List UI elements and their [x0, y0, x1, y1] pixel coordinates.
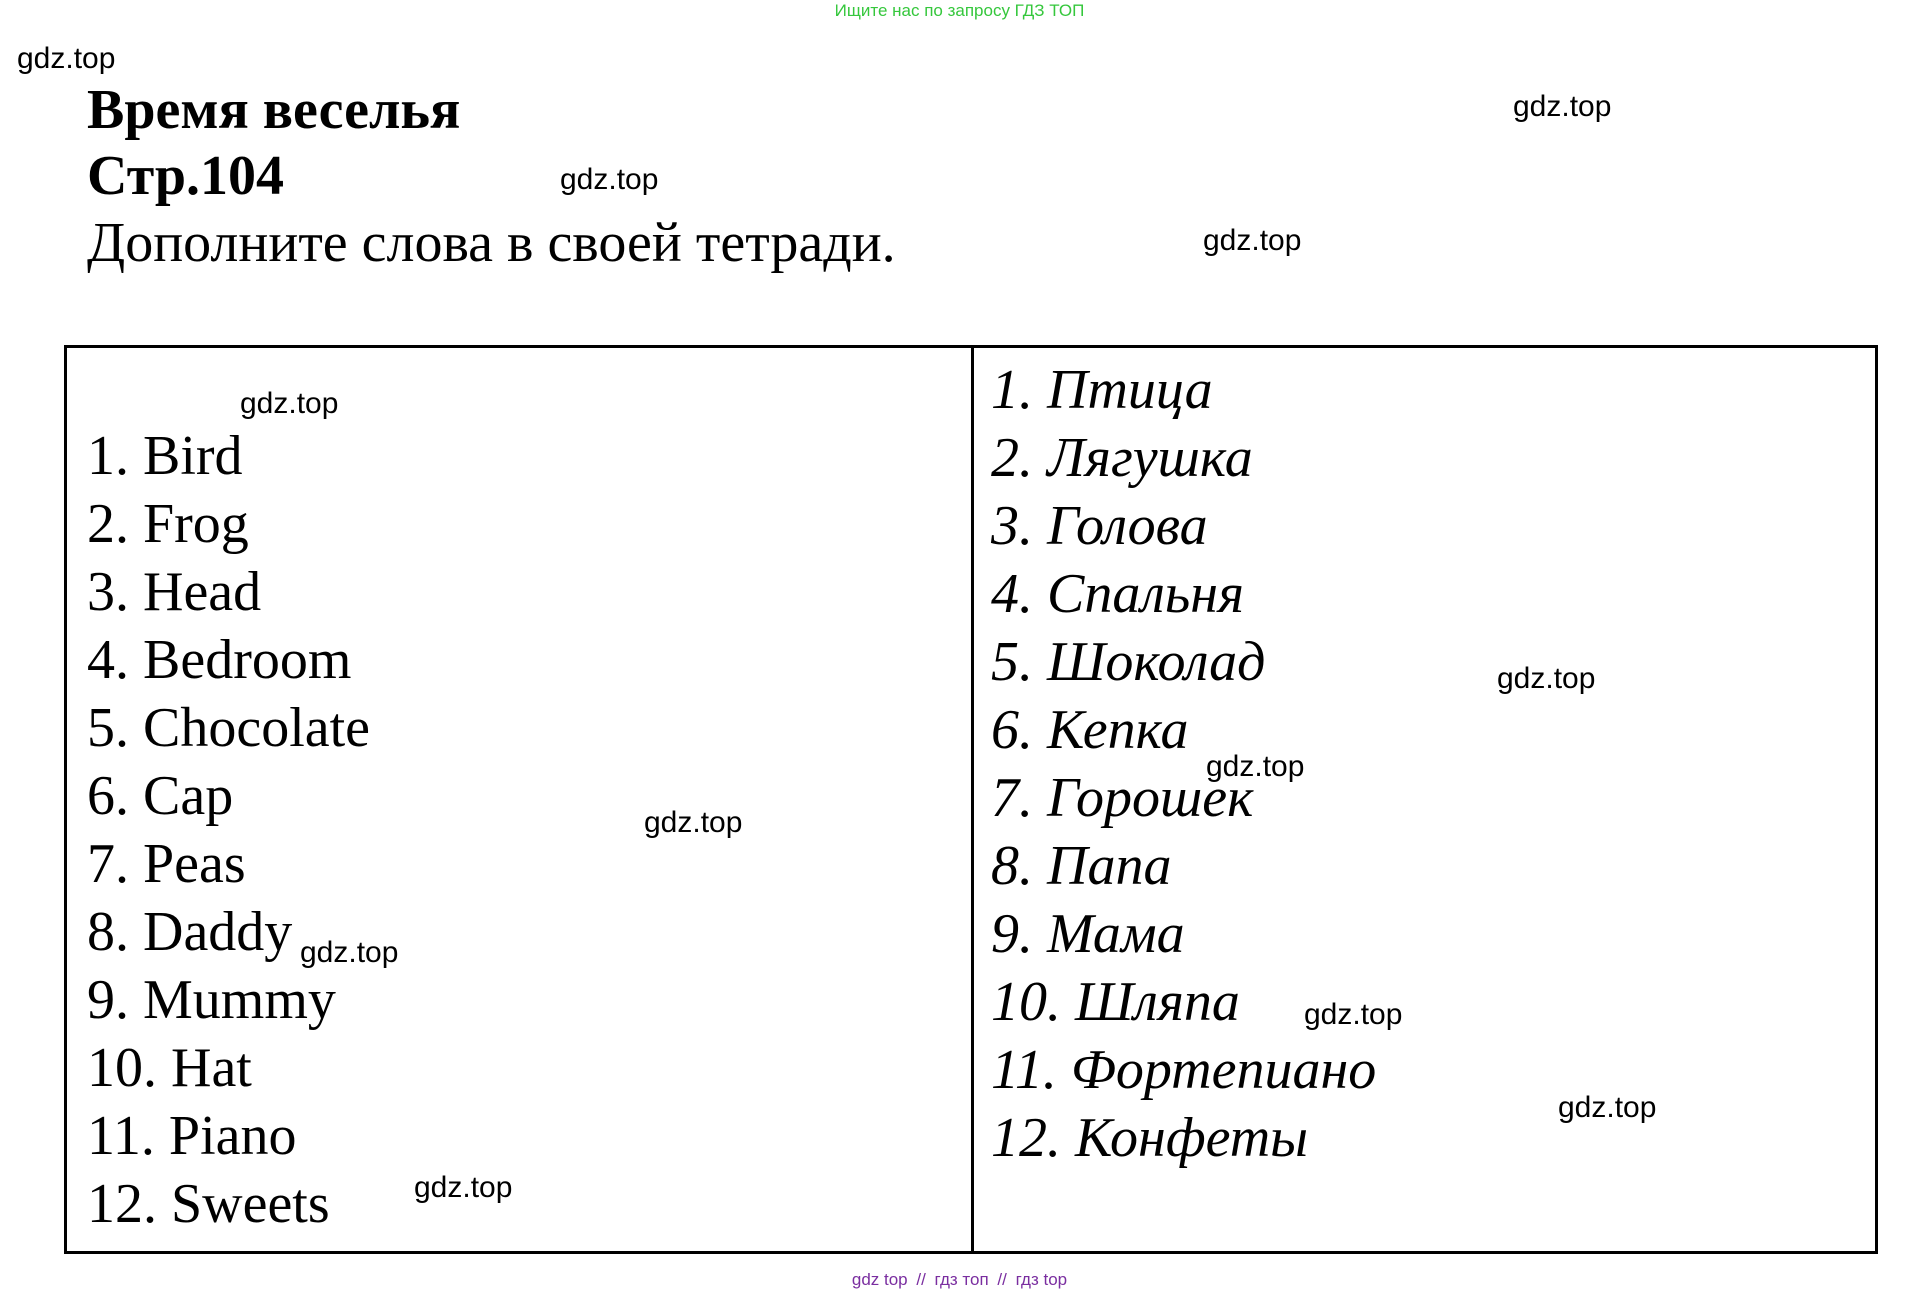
russian-word-item: 8. Папа: [991, 835, 1172, 897]
russian-word-list: [991, 356, 1376, 1172]
footer-separator: //: [997, 1270, 1007, 1289]
english-word-item: 10. Hat: [87, 1037, 252, 1099]
watermark: gdz.top: [240, 387, 339, 420]
russian-word-item: 11. Фортепиано: [991, 1039, 1377, 1101]
english-word-item: 9. Mummy: [87, 969, 336, 1031]
watermark: gdz.top: [1304, 998, 1403, 1031]
watermark: gdz.top: [414, 1171, 513, 1204]
top-banner: Ищите нас по запросу ГДЗ ТОП: [834, 1, 1085, 20]
english-word-item: 1. Bird: [87, 425, 243, 487]
footer-link[interactable]: гдз топ: [934, 1270, 989, 1289]
english-word-item: 2. Frog: [87, 493, 249, 555]
watermark: gdz.top: [300, 936, 399, 969]
russian-word-item: 2. Лягушка: [991, 427, 1253, 489]
english-word-item: 6. Cap: [87, 765, 234, 827]
russian-word-item: 12. Конфеты: [991, 1107, 1309, 1169]
english-word-item: 12. Sweets: [87, 1173, 330, 1235]
watermark: gdz.top: [644, 806, 743, 839]
footer-links: [0, 1270, 1919, 1290]
russian-word-item: 10. Шляпа: [991, 971, 1240, 1033]
page-number: Стр.104: [87, 145, 285, 207]
page-title: Время веселья: [87, 79, 461, 141]
footer-link[interactable]: gdz top: [851, 1270, 908, 1289]
watermark: gdz.top: [1203, 224, 1302, 257]
english-word-item: 8. Daddy: [87, 901, 293, 963]
russian-word-item: 9. Мама: [991, 903, 1185, 965]
watermark: gdz.top: [1558, 1091, 1657, 1124]
english-word-item: 11. Piano: [87, 1105, 297, 1167]
russian-word-item: 7. Горошек: [991, 767, 1254, 829]
russian-word-item: 3. Голова: [991, 495, 1208, 557]
watermark: gdz.top: [1206, 750, 1305, 783]
watermark: gdz.top: [1497, 662, 1596, 695]
watermark: gdz.top: [560, 163, 659, 196]
russian-word-item: 6. Кепка: [991, 699, 1189, 761]
footer-separator: //: [916, 1270, 926, 1289]
english-word-item: 3. Head: [87, 561, 262, 623]
english-word-item: 4. Bedroom: [87, 629, 352, 691]
column-divider: [971, 348, 974, 1251]
instruction-text: Дополните слова в своей тетради.: [87, 212, 896, 274]
russian-word-item: 5. Шоколад: [991, 631, 1266, 693]
watermark: gdz.top: [1513, 90, 1612, 123]
russian-word-item: 4. Спальня: [991, 563, 1245, 625]
footer-link[interactable]: гдз top: [1015, 1270, 1068, 1289]
english-word-list: [87, 422, 370, 1238]
russian-word-item: 1. Птица: [991, 359, 1213, 421]
watermark: gdz.top: [17, 42, 116, 75]
english-word-item: 5. Chocolate: [87, 697, 371, 759]
english-word-item: 7. Peas: [87, 833, 246, 895]
